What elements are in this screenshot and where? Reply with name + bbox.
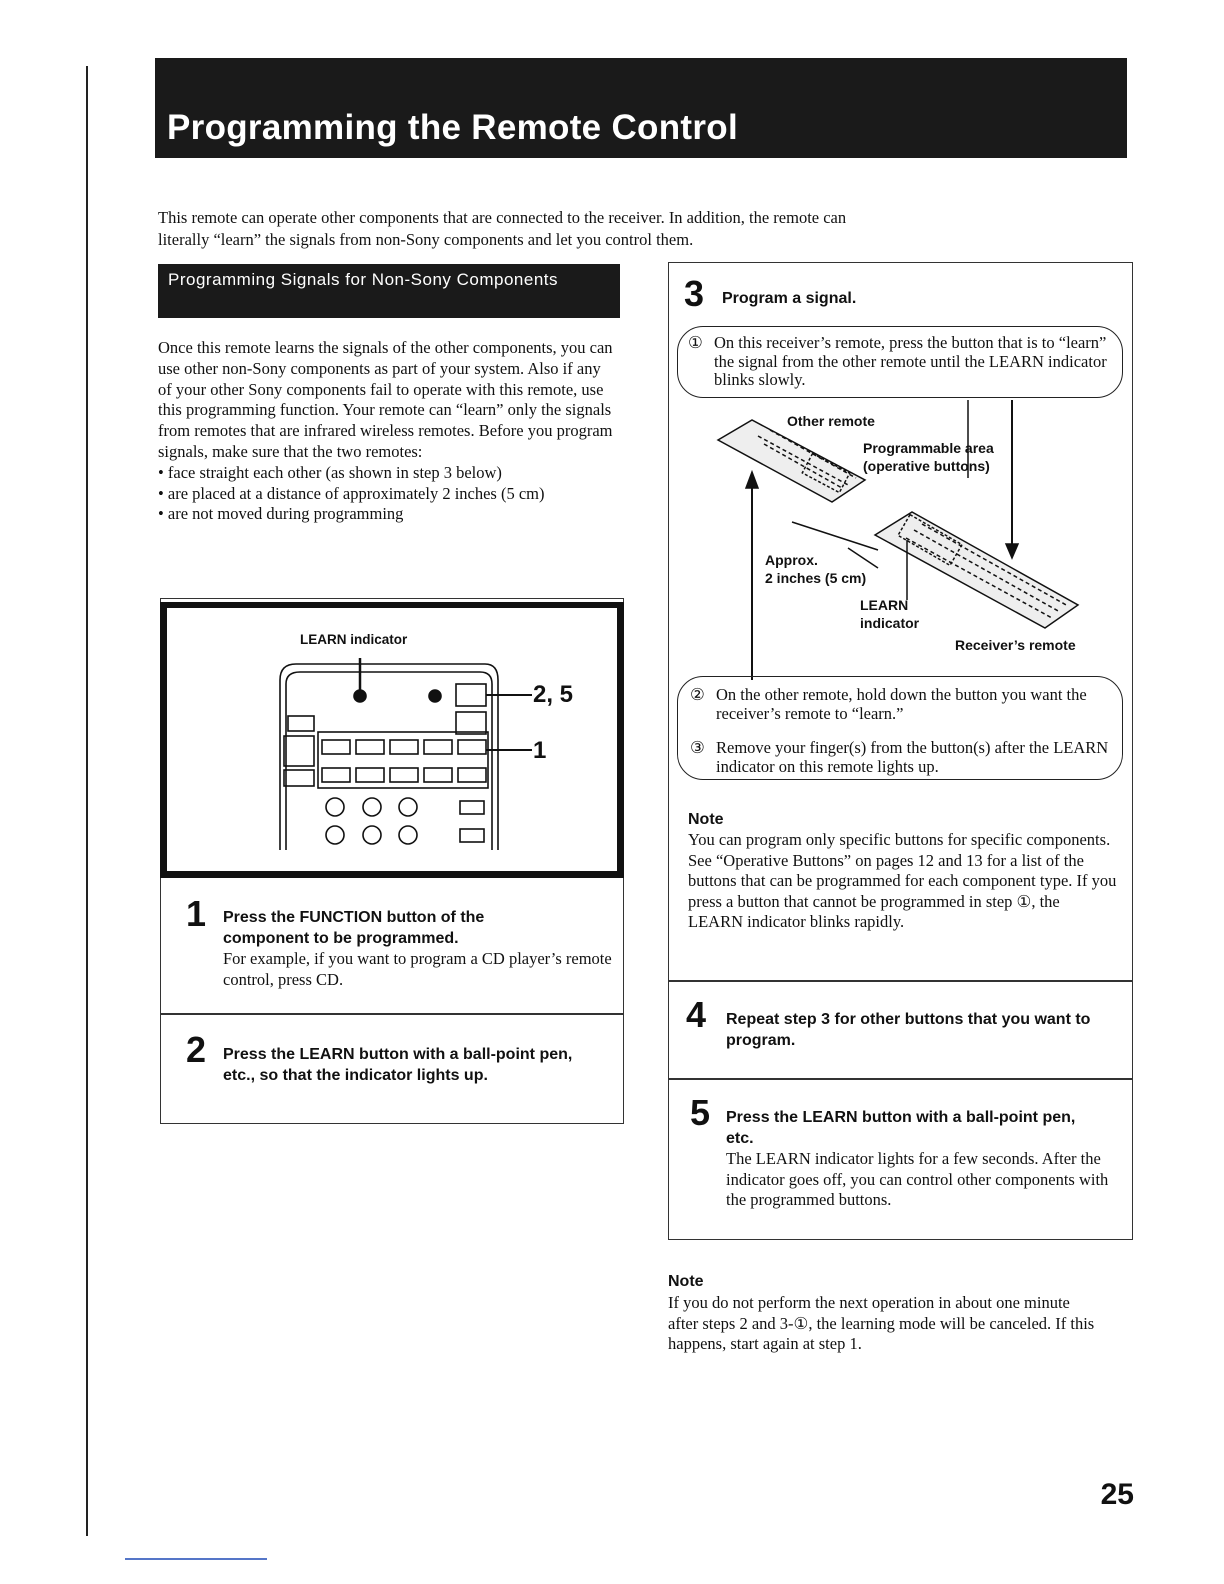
- title-bar: [155, 58, 1127, 158]
- step-5-body: The LEARN indicator lights for a few seconds. After the indicator goes off, you can control other components with the programmed buttons.: [726, 1149, 1109, 1209]
- step-4-heading: Repeat step 3 for other buttons that you want to program.: [726, 1011, 1091, 1049]
- margin-rule: [86, 66, 88, 1536]
- intro-paragraph: This remote can operate other components that are connected to the receiver. In addition, the remote can literally “learn” the signals from non-Sony components and let you control them.: [158, 208, 847, 249]
- note-1-heading: Note: [688, 811, 724, 828]
- step-1-body: For example, if you want to program a CD player’s remote control, press CD.: [223, 949, 612, 989]
- note-2-body: If you do not perform the next operation in about one minute after steps 2 and 3-①, the learning mode will be canceled. If this happens, start again at step 1.: [668, 1293, 1095, 1353]
- step-divider: [160, 1013, 624, 1015]
- substep-1-mark: ①: [688, 333, 703, 352]
- callout-2-5: 2, 5: [533, 681, 574, 708]
- step-divider: [668, 980, 1133, 982]
- callout-1: 1: [533, 737, 547, 764]
- approx-label: Approx.: [765, 552, 818, 568]
- indicator-label: indicator: [860, 615, 920, 631]
- substep-1-text: On this receiver’s remote, press the button that is to “learn” the signal from the other remote until the LEARN indicator blinks slowly.: [714, 333, 1107, 389]
- step-divider: [668, 1078, 1133, 1080]
- step-5-number: 5: [690, 1092, 711, 1133]
- section-body-block: [158, 338, 618, 525]
- section-body: Once this remote learns the signals of the other components, you can use other non-Sony components as part of your system. Also if any of your other Sony components fail to operate with this remote, use this programming function. Your remote can “learn” only the signals from remotes that are infrared wireless remotes. Before you program signals, make sure that the two remotes:: [158, 338, 613, 461]
- learn-label: LEARN: [860, 597, 909, 613]
- substep-2-text: On the other remote, hold down the button you want the receiver’s remote to “learn.”: [716, 685, 1087, 723]
- substep-3-text: Remove your finger(s) from the button(s) after the LEARN indicator on this remote lights up.: [716, 738, 1109, 776]
- substep-3-mark: ③: [690, 738, 705, 757]
- step-5-heading: Press the LEARN button with a ball-point pen, etc.: [726, 1109, 1076, 1147]
- step-4-number: 4: [686, 994, 707, 1035]
- programmable-area-label: Programmable area: [863, 440, 994, 456]
- step-1-number: 1: [186, 893, 207, 934]
- section-heading: Programming Signals for Non-Sony Components: [158, 264, 620, 318]
- page-title: Programming the Remote Control: [167, 108, 738, 147]
- list-item: • are not moved during programming: [158, 504, 618, 525]
- note-1-body: You can program only specific buttons for specific components. See “Operative Buttons” on pages 12 and 13 for a list of the buttons that can be programmed for each component type. If you press a button that cannot be programmed in step ①, the LEARN indicator blinks rapidly.: [688, 830, 1117, 931]
- distance-label: 2 inches (5 cm): [765, 570, 867, 586]
- remote-closeup-drawing: [270, 650, 540, 870]
- step-3-number: 3: [684, 273, 705, 314]
- list-item: • are placed at a distance of approximately 2 inches (5 cm): [158, 484, 618, 505]
- step-1-heading: Press the FUNCTION button of the component to be programmed.: [223, 909, 485, 947]
- step-2-heading: Press the LEARN button with a ball-point pen, etc., so that the indicator lights up.: [223, 1046, 573, 1084]
- step-2-number: 2: [186, 1029, 207, 1070]
- list-item: • face straight each other (as shown in step 3 below): [158, 463, 618, 484]
- receivers-remote-label: Receiver’s remote: [955, 637, 1076, 653]
- step-3-heading: Program a signal.: [722, 290, 857, 307]
- substep-2-mark: ②: [690, 685, 705, 704]
- operative-buttons-label: (operative buttons): [863, 458, 990, 474]
- note-2-heading: Note: [668, 1273, 704, 1290]
- other-remote-label: Other remote: [787, 413, 875, 429]
- footer-rule: [125, 1558, 267, 1560]
- page-number: 25: [1100, 1478, 1134, 1511]
- learn-indicator-label: LEARN indicator: [300, 632, 408, 647]
- requirements-list: [158, 463, 618, 525]
